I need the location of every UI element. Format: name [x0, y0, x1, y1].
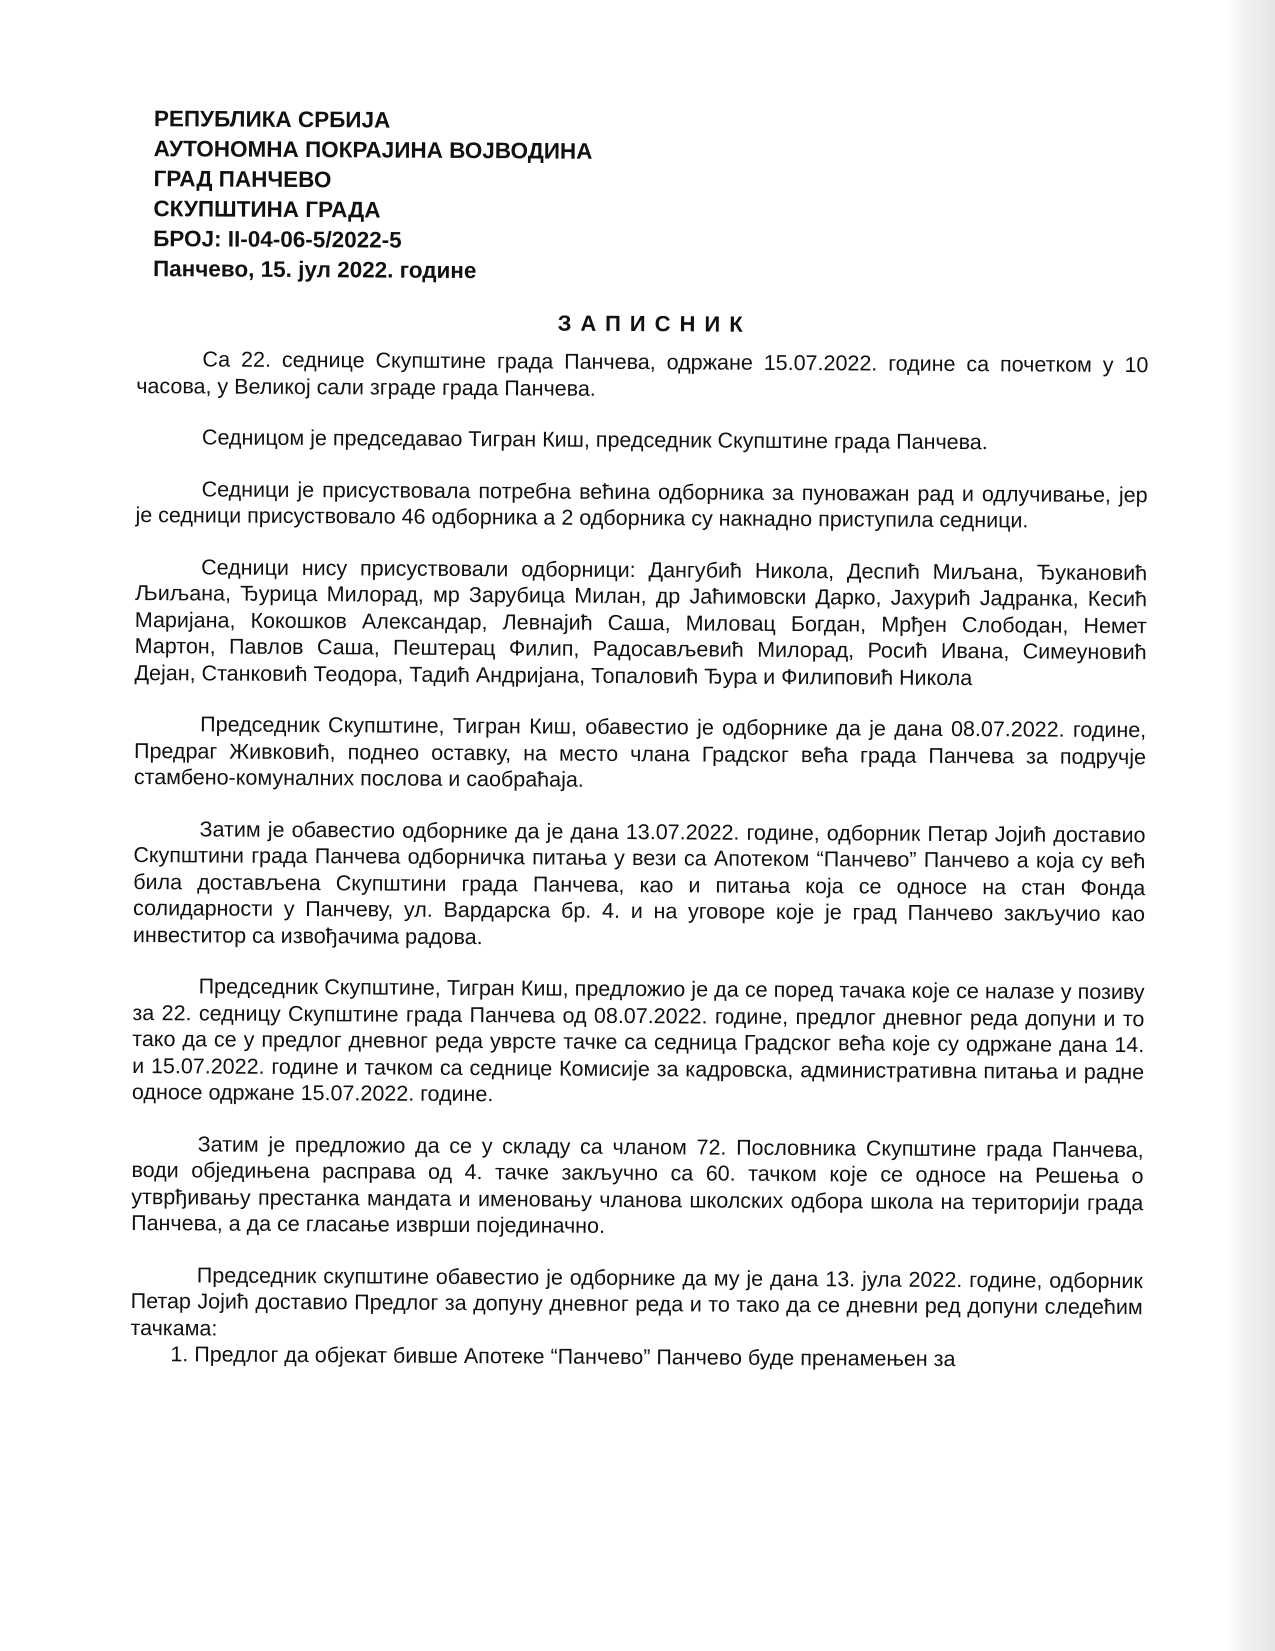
document-body — [130, 346, 1148, 1374]
paragraph-agenda-supplement: Председник скупштине обавестио је одборнике да му је дана 13. јула 2022. године, одборник Петар Јојић доставио Предлог за допуну дневног реда и то тако да се дневни ред допуни следећим тачкама: — [130, 1262, 1143, 1341]
header-document-number: БРОЈ: II-04-06-5/2022-5 — [153, 226, 402, 253]
paragraph-session-info: Са 22. седнице Скупштине града Панчева, одржане 15.07.2022. године са почетком у 10 часова, у Великој сали зграде града Панчева. — [136, 347, 1149, 401]
header-province: АУТОНОМНА ПОКРАЈИНА ВОЈВОДИНА — [153, 136, 593, 164]
paragraph-agenda-proposal: Председник Скупштине, Тигран Киш, предложио је да се поред тачака које се налазе у позиву за 22. седницу Скупштине града Панчева од 08.07.2022. године, предлог дневног реда допуни и то тако да се у предлог дневног реда уврсте тачке са седница Градског већа које су одржане дана 14. и 15.07.2022. године и тачком са седнице Комисије за кадровска, административна питања и радне односе одржане 15.07.2022. године. — [131, 974, 1145, 1107]
header-assembly: СКУПШТИНА ГРАДА — [153, 196, 381, 223]
agenda-supplement-list — [130, 1341, 1142, 1374]
list-item — [130, 1341, 1142, 1374]
document-header — [153, 104, 1150, 290]
header-place-date: Панчево, 15. јул 2022. године — [152, 256, 477, 284]
paragraph-quorum: Седници је присуствовала потребна већина одборника за пуноважан рад и одлучивање, јер је седници присуствовало 46 одборника а 2 одборника су накнадно приступила седници. — [135, 476, 1148, 533]
paragraph-councilor-questions: Затим је обавестио одборнике да је дана 13.07.2022. године, одборник Петар Јојић доставио Скупштини града Панчева одборничка питања у вези са Апотеком “Панчево” Панчево а која су већ била достављена Скупштини града Панчева, као и питања која се односе на стан Фонда солидарности у Панчеву, ул. Вардарска бр. 4. и на уговоре које је град Панчево закључио као инвеститор са извођачима радова. — [132, 816, 1146, 949]
paragraph-chairman: Седницом је председавао Тигран Киш, председник Скупштине града Панчева. — [201, 425, 988, 455]
header-city: ГРАД ПАНЧЕВО — [153, 166, 332, 193]
header-republic: РЕПУБЛИКА СРБИЈА — [153, 106, 391, 133]
paragraph-joint-debate: Затим је предложио да се у складу са чланом 72. Пословника Скупштине града Панчева, води обједињена расправа од 4. тачке закључно са 60. тачком које се односе на Решења о утврђивању престанка мандата и именовању чланова школских одбора школа на територији града Панчева, а да се гласање изврши појединачно. — [131, 1131, 1144, 1238]
list-item-number: 1. — [170, 1342, 189, 1367]
list-item-text: Предлог да објекат бивше Апотеке “Панчево” Панчево буде пренамењен за — [194, 1342, 956, 1372]
paragraph-resignation: Председник Скупштине, Тигран Киш, обавестио је одборнике да је дана 08.07.2022. године, Предраг Живковић, поднео оставку, на место члана Градског већа града Панчева за подручје стамбено-комуналних послова и саобраћаја. — [133, 712, 1147, 792]
document-page — [130, 104, 1150, 1374]
scan-edge-shadow — [1227, 0, 1275, 1651]
document-title: ЗАПИСНИК — [557, 310, 752, 337]
paragraph-absent-councilors: Седници нису присуствовали одборници: Дангубић Никола, Деспић Миљана, Ђукановић Љиљана, Ђурица Милорад, мр Зарубица Милан, др Јаћимовски Дарко, Јахурић Јадранка, Кесић Маријана, Кокошков Александар, Левнајић Саша, Миловац Богдан, Мрђен Слободан, Немет Мартон, Павлов Саша, Пештерац Филип, Радосављевић Милорад, Росић Ивана, Симеуновић Дејан, Станковић Теодора, Тадић Андријана, Топаловић Ђура и Филиповић Никола — [134, 554, 1148, 690]
